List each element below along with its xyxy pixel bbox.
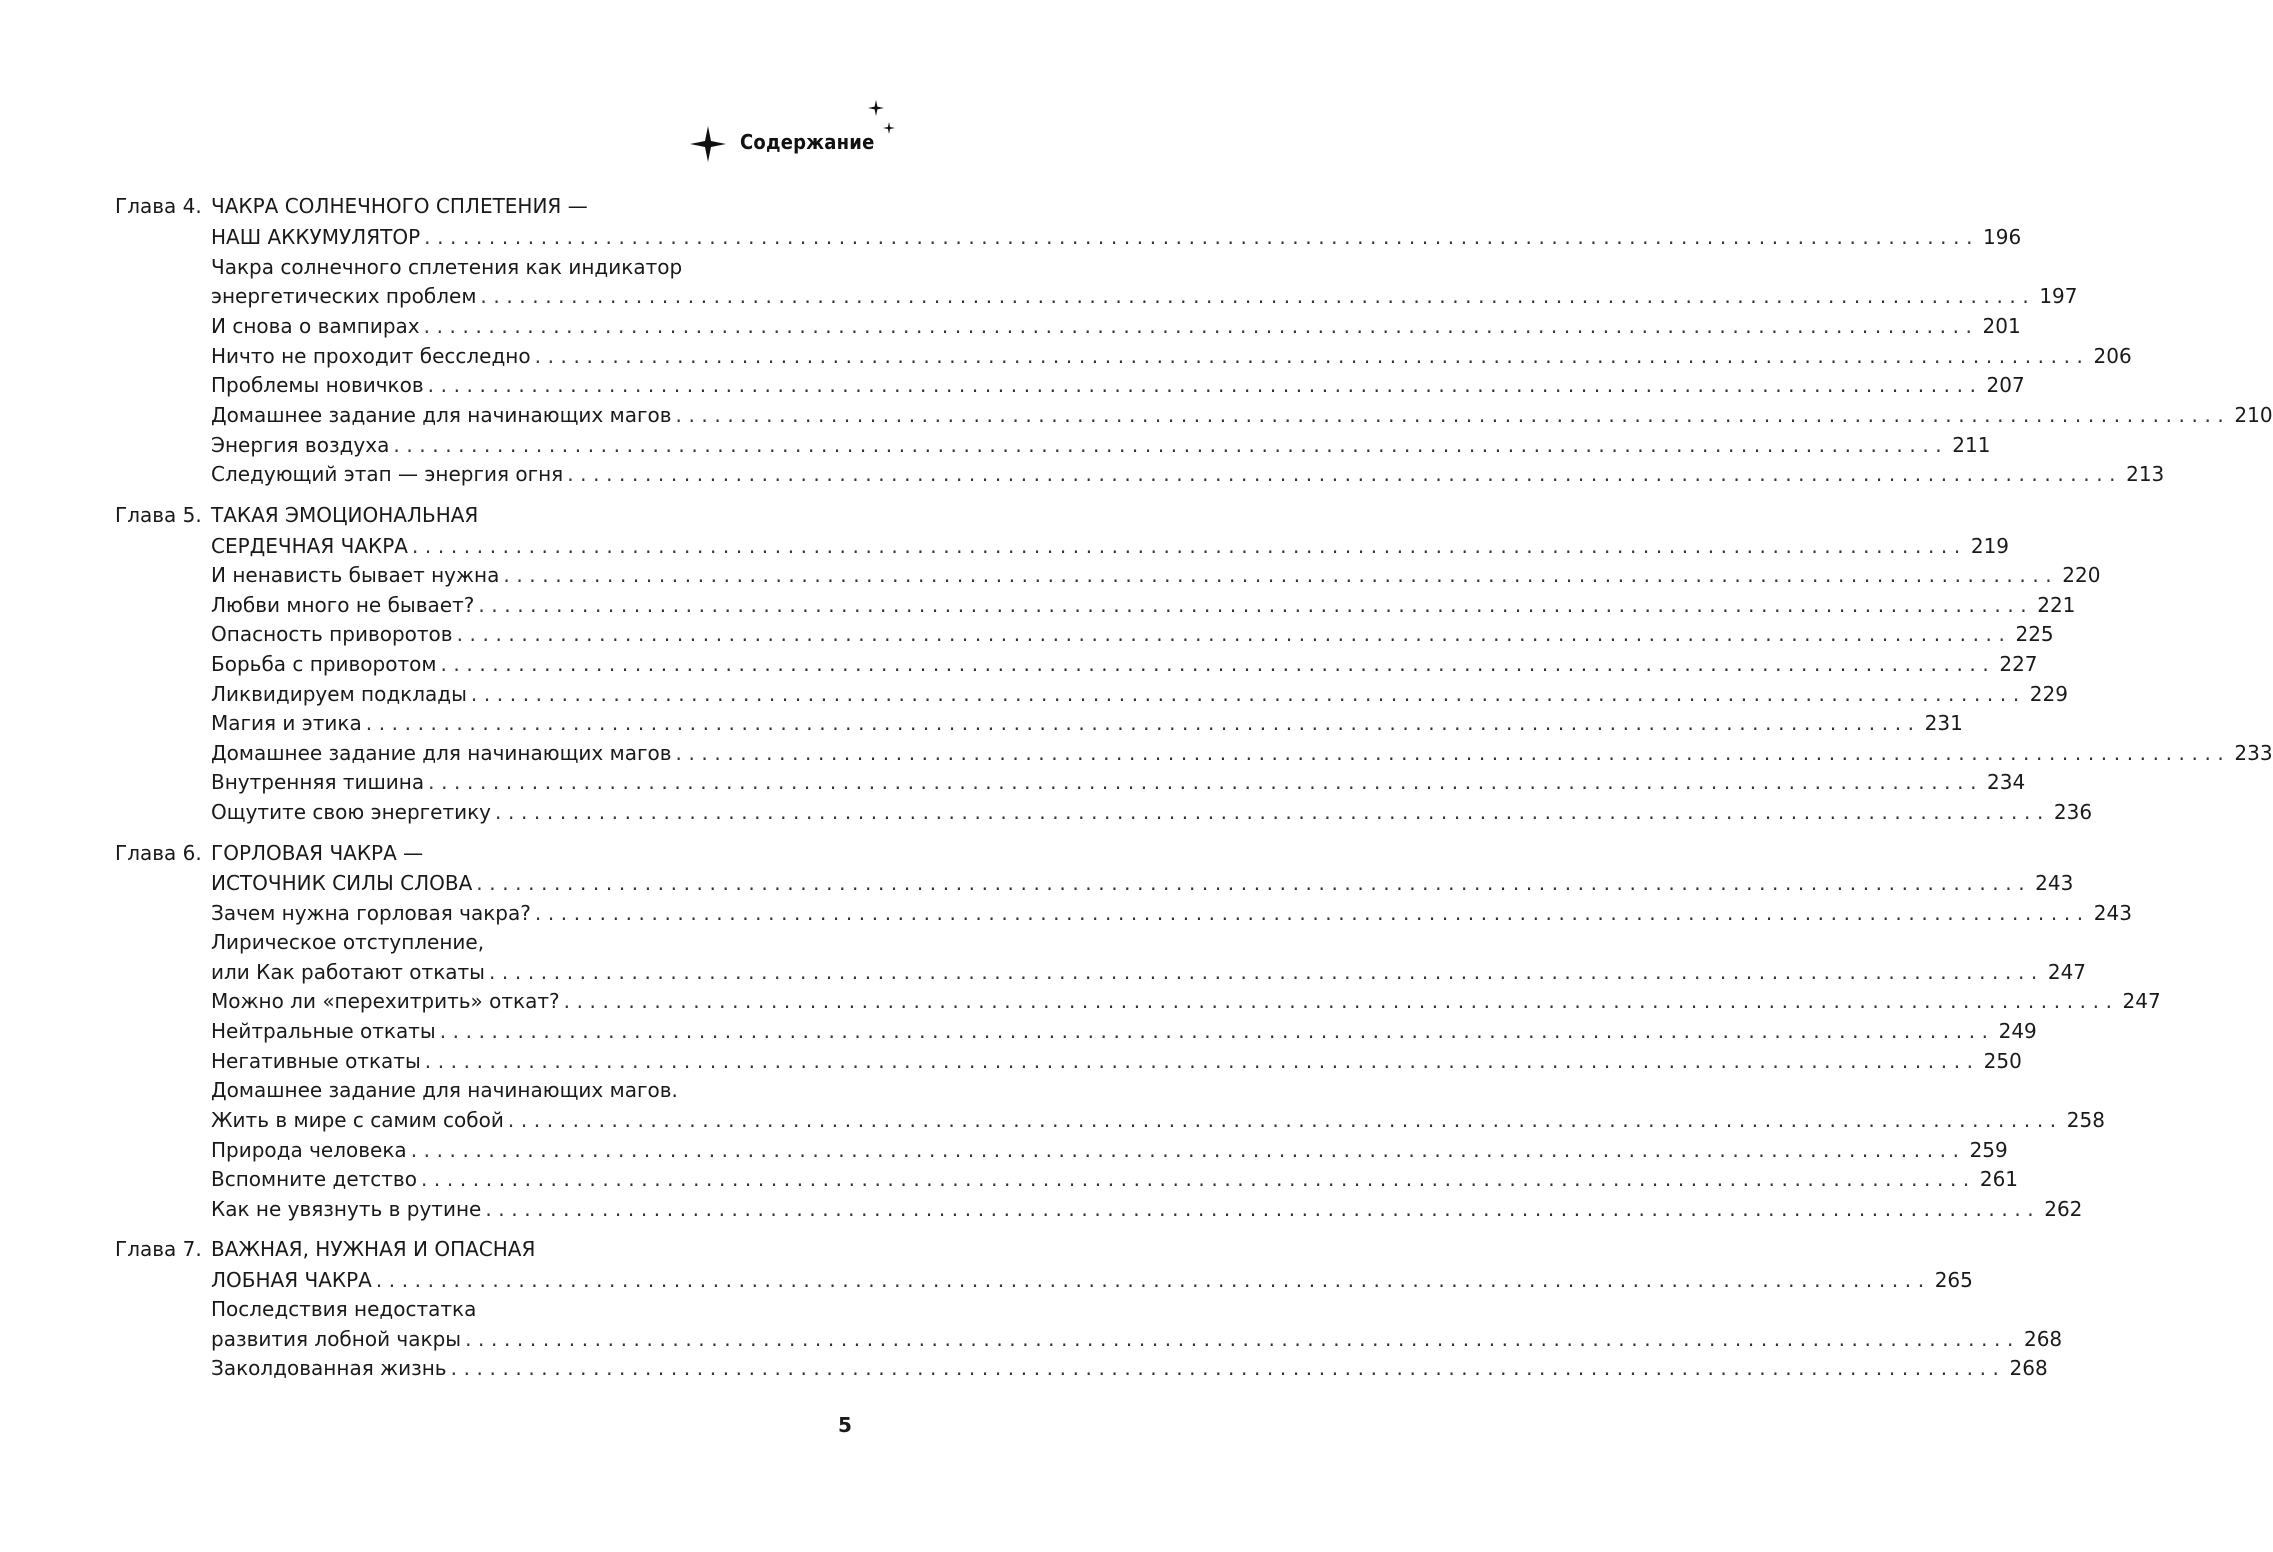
entry-title: Чакра солнечного сплетения как индикатор	[211, 255, 683, 279]
entry-title: развития лобной чакры	[211, 1327, 462, 1351]
entry-title: Ощутите свою энергетику	[211, 800, 492, 824]
entry-page-number: 261	[1979, 1167, 2019, 1191]
toc-entry	[211, 252, 682, 282]
entry-page-number: 262	[2044, 1197, 2083, 1221]
entry-title: Домашнее задание для начинающих магов	[211, 741, 672, 765]
small-star-icon	[883, 122, 895, 134]
entry-page-number: 210	[2234, 403, 2273, 427]
entry-page-number: 229	[2029, 682, 2068, 706]
toc-entry	[211, 898, 2132, 928]
toc-entry	[211, 708, 1963, 738]
leader-dots: ........................................................................................................................	[420, 1167, 1976, 1191]
leader-dots: ........................................................................................................................	[534, 344, 2090, 368]
entry-page-number: 243	[2093, 901, 2132, 925]
entry-title: Можно ли «перехитрить» откат?	[211, 989, 560, 1013]
toc-entry	[211, 531, 2010, 561]
entry-title: И ненависть бывает нужна	[211, 563, 500, 587]
toc-entry	[211, 797, 2093, 827]
leader-dots: ........................................................................................................................	[675, 403, 2231, 427]
entry-page-number: 231	[1924, 711, 1963, 735]
entry-page-number: 225	[2015, 622, 2054, 646]
toc-entry	[211, 311, 2021, 341]
entry-title: или Как работают откаты	[211, 960, 485, 984]
toc-entry	[211, 1135, 2008, 1165]
leader-dots: ........................................................................................................................	[488, 960, 2044, 984]
toc-entry	[211, 1016, 2037, 1046]
entry-title: Нейтральные откаты	[211, 1019, 436, 1043]
toc-entry	[211, 649, 2038, 679]
leader-dots: ........................................................................................................................	[428, 770, 1984, 794]
entry-page-number: 250	[1983, 1049, 2022, 1073]
star-icon	[690, 126, 726, 162]
toc-entry	[211, 1105, 2105, 1135]
entry-title: Заколдованная жизнь	[211, 1356, 447, 1380]
small-star-icon	[868, 100, 884, 116]
entry-title: Природа человека	[211, 1138, 407, 1162]
entry-page-number: 249	[1998, 1019, 2037, 1043]
toc-entry	[211, 1194, 2083, 1224]
entry-title: энергетических проблем	[211, 284, 477, 308]
entry-title: И снова о вампирах	[211, 314, 420, 338]
leader-dots: ........................................................................................................................	[470, 682, 2026, 706]
entry-page-number: 207	[1986, 373, 2025, 397]
leader-dots: ........................................................................................................................	[450, 1356, 2006, 1380]
entry-page-number: 247	[2047, 960, 2087, 984]
leader-dots: ........................................................................................................................	[480, 284, 2036, 308]
entry-title: ИСТОЧНИК СИЛЫ СЛОВА	[211, 871, 473, 895]
entry-title: Опасность приворотов	[211, 622, 453, 646]
entry-title: Следующий этап — энергия огня	[211, 462, 564, 486]
entry-page-number: 236	[2053, 800, 2093, 824]
chapter-label: Глава 6.	[115, 841, 202, 865]
leader-dots: ........................................................................................................................	[476, 871, 2032, 895]
leader-dots: ........................................................................................................................	[423, 314, 1979, 338]
entry-title: Ничто не проходит бесследно	[211, 344, 531, 368]
toc-entry	[211, 927, 484, 957]
toc-entry	[211, 1294, 476, 1324]
toc-entry	[211, 1075, 678, 1105]
entry-title: Как не увязнуть в рутине	[211, 1197, 482, 1221]
leader-dots: ........................................................................................................................	[563, 989, 2119, 1013]
leader-dots: ........................................................................................................................	[427, 373, 1983, 397]
entry-title: Внутренняя тишина	[211, 770, 425, 794]
chapter-label: Глава 7.	[115, 1237, 202, 1261]
entry-page-number: 219	[1970, 534, 2010, 558]
entry-page-number: 268	[2009, 1356, 2048, 1380]
entry-page-number: 206	[2093, 344, 2132, 368]
toc-entry	[211, 1164, 2019, 1194]
leader-dots: ........................................................................................................................	[503, 563, 2059, 587]
entry-title: Негативные откаты	[211, 1049, 421, 1073]
toc-entry	[211, 560, 2101, 590]
leader-dots: ........................................................................................................................	[495, 800, 2050, 824]
entry-page-number: 221	[2037, 593, 2076, 617]
leader-dots: ........................................................................................................................	[465, 1327, 2020, 1351]
entry-title: Лирическое отступление,	[211, 930, 485, 954]
leader-dots: ........................................................................................................................	[456, 622, 2012, 646]
entry-page-number: 243	[2035, 871, 2074, 895]
toc-entry	[211, 1046, 2022, 1076]
leader-dots: ........................................................................................................................	[485, 1197, 2041, 1221]
entry-title: Вспомните детство	[211, 1167, 417, 1191]
toc-entry	[211, 459, 2165, 489]
leader-dots: ........................................................................................................................	[534, 901, 2090, 925]
entry-page-number: 233	[2234, 741, 2273, 765]
page-number: 5	[838, 1413, 852, 1437]
toc-entry	[211, 767, 2026, 797]
leader-dots: ........................................................................................................................	[440, 652, 1996, 676]
entry-title: Последствия недостатка	[211, 1297, 477, 1321]
leader-dots: ........................................................................................................................	[365, 711, 1921, 735]
toc-entry	[211, 957, 2087, 987]
entry-title: Домашнее задание для начинающих магов	[211, 403, 672, 427]
entry-title: Зачем нужна горловая чакра?	[211, 901, 531, 925]
toc-chapter-line	[115, 191, 588, 221]
entry-title: ЛОБНАЯ ЧАКРА	[211, 1268, 372, 1292]
toc-entry	[211, 619, 2054, 649]
leader-dots: ........................................................................................................................	[675, 741, 2231, 765]
entry-page-number: 268	[2023, 1327, 2063, 1351]
toc-chapter-line	[115, 500, 479, 530]
toc-entry	[211, 222, 2022, 252]
toc-entry	[211, 679, 2068, 709]
entry-title: Энергия воздуха	[211, 433, 390, 457]
entry-page-number: 220	[2062, 563, 2101, 587]
running-header	[690, 98, 910, 168]
entry-title: ТАКАЯ ЭМОЦИОНАЛЬНАЯ	[211, 503, 479, 527]
leader-dots: ........................................................................................................................	[478, 593, 2034, 617]
entry-title: НАШ АККУМУЛЯТОР	[211, 225, 421, 249]
toc-entry	[211, 430, 1991, 460]
chapter-label: Глава 5.	[115, 503, 202, 527]
entry-title: СЕРДЕЧНАЯ ЧАКРА	[211, 534, 408, 558]
toc-chapter-line	[115, 1234, 536, 1264]
toc-entry	[211, 370, 2025, 400]
entry-page-number: 196	[1983, 225, 2022, 249]
toc-entry	[211, 1324, 2063, 1354]
toc-entry	[211, 1265, 1973, 1295]
toc-chapter-line	[115, 838, 424, 868]
entry-page-number: 247	[2122, 989, 2161, 1013]
entry-title: Проблемы новичков	[211, 373, 424, 397]
entry-title: Ликвидируем подклады	[211, 682, 467, 706]
toc-entry	[211, 1353, 2048, 1383]
toc-entry	[211, 341, 2132, 371]
leader-dots: ........................................................................................................................	[507, 1108, 2063, 1132]
leader-dots: ........................................................................................................................	[567, 462, 2123, 486]
entry-page-number: 234	[1987, 770, 2026, 794]
leader-dots: ........................................................................................................................	[411, 534, 1967, 558]
toc-entry	[211, 590, 2076, 620]
toc-entry	[211, 986, 2161, 1016]
toc-entry	[211, 281, 2078, 311]
section-title: Содержание	[740, 130, 875, 154]
entry-page-number: 258	[2066, 1108, 2105, 1132]
leader-dots: ........................................................................................................................	[424, 1049, 1980, 1073]
entry-page-number: 213	[2126, 462, 2165, 486]
leader-dots: ........................................................................................................................	[393, 433, 1949, 457]
entry-title: Домашнее задание для начинающих магов.	[211, 1078, 678, 1102]
leader-dots: ........................................................................................................................	[410, 1138, 1966, 1162]
entry-page-number: 265	[1934, 1268, 1973, 1292]
leader-dots: ........................................................................................................................	[375, 1268, 1931, 1292]
entry-page-number: 197	[2039, 284, 2078, 308]
entry-title: ЧАКРА СОЛНЕЧНОГО СПЛЕТЕНИЯ —	[211, 194, 588, 218]
entry-page-number: 211	[1952, 433, 1991, 457]
toc-entry	[211, 868, 2074, 898]
entry-page-number: 227	[1999, 652, 2038, 676]
entry-page-number: 201	[1982, 314, 2021, 338]
toc-entry	[211, 400, 2273, 430]
entry-title: ВАЖНАЯ, НУЖНАЯ И ОПАСНАЯ	[211, 1237, 536, 1261]
leader-dots: ........................................................................................................................	[424, 225, 1980, 249]
entry-page-number: 259	[1969, 1138, 2008, 1162]
entry-title: Любви много не бывает?	[211, 593, 475, 617]
leader-dots: ........................................................................................................................	[439, 1019, 1995, 1043]
chapter-label: Глава 4.	[115, 194, 202, 218]
entry-title: ГОРЛОВАЯ ЧАКРА —	[211, 841, 424, 865]
toc-entry	[211, 738, 2273, 768]
entry-title: Борьба с приворотом	[211, 652, 437, 676]
entry-title: Жить в мире с самим собой	[211, 1108, 504, 1132]
entry-title: Магия и этика	[211, 711, 362, 735]
